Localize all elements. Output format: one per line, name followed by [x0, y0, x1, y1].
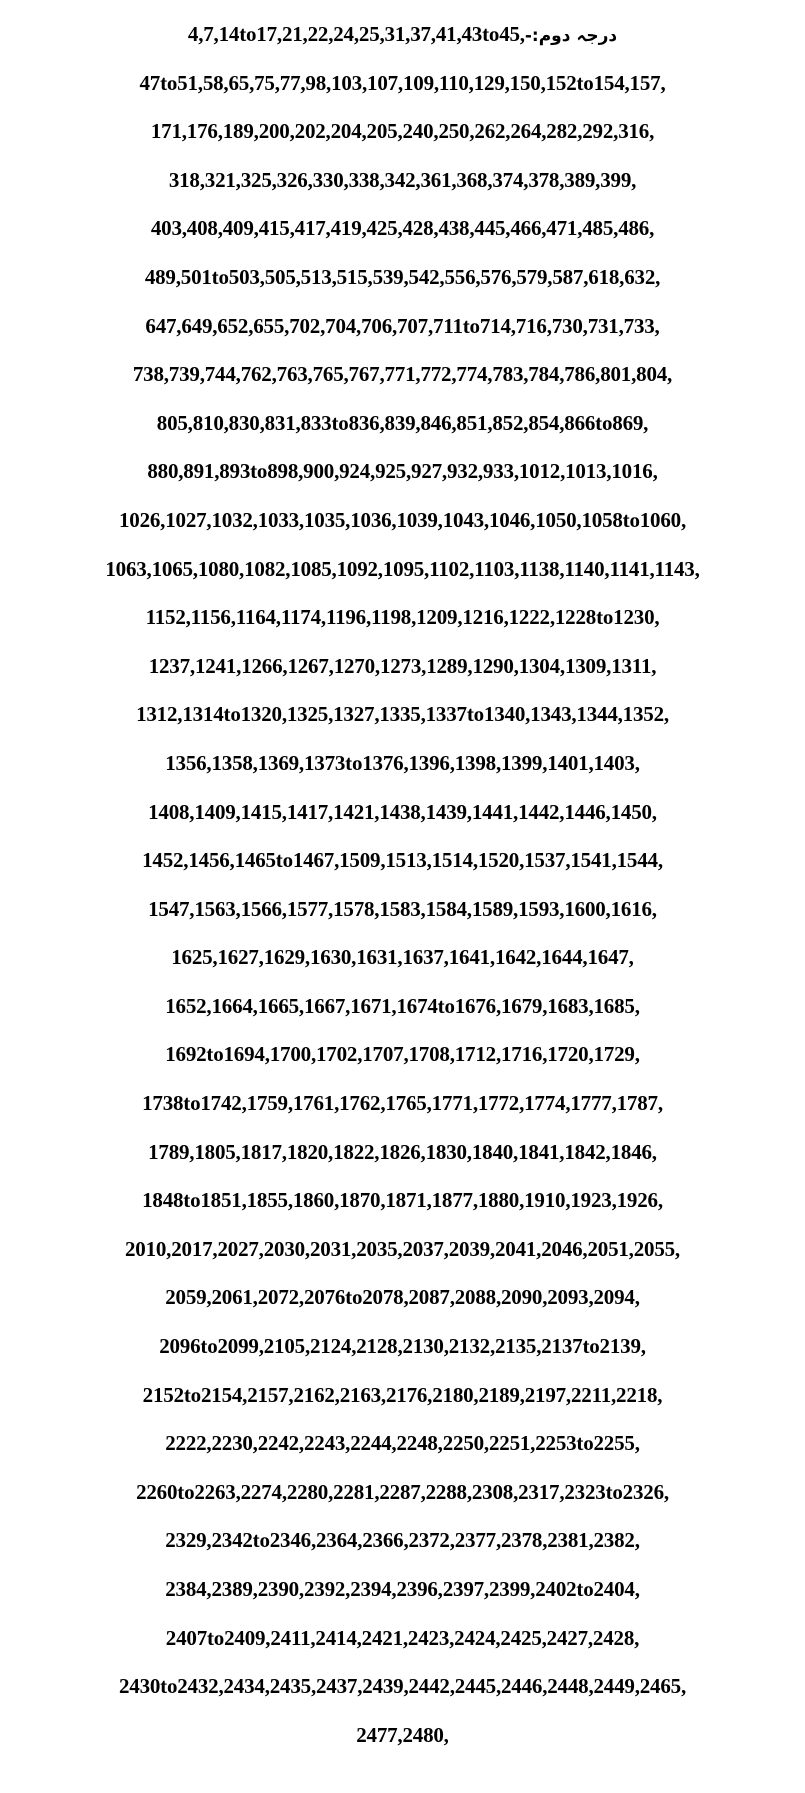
number-line: 2384,2389,2390,2392,2394,2396,2397,2399,2402to2404,	[165, 1577, 640, 1601]
number-line: 738,739,744,762,763,765,767,771,772,774,783,784,786,801,804,	[132, 362, 673, 387]
number-line: 2152to2154,2157,2162,2163,2176,2180,2189,2197,2211,2218,	[142, 1382, 663, 1407]
number-line: 1356,1358,1369,1373to1376,1396,1398,1399,1401,1403,	[165, 750, 640, 775]
number-line: 318,321,325,326,330,338,342,361,368,374,378,389,399,	[168, 167, 637, 192]
number-line: 171,176,189,200,202,204,205,240,250,262,264,282,292,316,	[150, 119, 655, 144]
number-line: 647,649,652,655,702,704,706,707,711to714,716,730,731,733,	[145, 313, 660, 338]
number-line: 2477,2480,	[356, 1722, 449, 1747]
number-line: 2430to2432,2434,2435,2437,2439,2442,2445,2446,2448,2449,2465,	[118, 1674, 687, 1699]
first-line	[0, 10, 805, 59]
number-line: 2059,2061,2072,2076to2078,2087,2088,2090,2093,2094,	[165, 1285, 640, 1310]
number-line: 2260to2263,2274,2280,2281,2287,2288,2308,2317,2323to2326,	[136, 1479, 669, 1504]
number-line: 1063,1065,1080,1082,1085,1092,1095,1102,1103,1138,1140,1141,1143,	[105, 556, 700, 581]
number-line: 2010,2017,2027,2030,2031,2035,2037,2039,2041,2046,2051,2055,	[124, 1236, 680, 1261]
number-line: 1625,1627,1629,1630,1631,1637,1641,1642,1644,1647,	[171, 945, 634, 970]
number-line: 2096to2099,2105,2124,2128,2130,2132,2135,2137to2139,	[159, 1334, 646, 1359]
number-line: 2329,2342to2346,2364,2366,2372,2377,2378,2381,2382,	[165, 1528, 640, 1553]
number-line: 489,501to503,505,513,515,539,542,556,576,579,587,618,632,	[144, 264, 661, 289]
number-line: 1738to1742,1759,1761,1762,1765,1771,1772,1774,1777,1787,	[142, 1091, 663, 1116]
number-line: 1312,1314to1320,1325,1327,1335,1337to1340,1343,1344,1352,	[136, 702, 669, 727]
category-label: درجہ دوم:-	[524, 26, 618, 46]
number-line: 1408,1409,1415,1417,1421,1438,1439,1441,1442,1446,1450,	[148, 799, 657, 824]
number-line: 1547,1563,1566,1577,1578,1583,1584,1589,1593,1600,1616,	[148, 896, 657, 921]
number-line: 880,891,893to898,900,924,925,927,932,933,1012,1013,1016,	[147, 459, 658, 484]
first-line-numbers: 4,7,14to17,21,22,24,25,31,37,41,43to45,	[187, 22, 525, 46]
number-line: 47to51,58,65,75,77,98,103,107,109,110,129,150,152to154,157,	[139, 70, 666, 95]
number-line: 403,408,409,415,417,419,425,428,438,445,466,471,485,486,	[150, 216, 655, 241]
number-line: 1152,1156,1164,1174,1196,1198,1209,1216,1222,1228to1230,	[145, 605, 660, 630]
number-line: 805,810,830,831,833to836,839,846,851,852,854,866to869,	[156, 410, 649, 435]
number-line: 1452,1456,1465to1467,1509,1513,1514,1520,1537,1541,1544,	[142, 848, 663, 873]
number-line: 2222,2230,2242,2243,2244,2248,2250,2251,2253to2255,	[165, 1431, 640, 1456]
number-line: 1789,1805,1817,1820,1822,1826,1830,1840,1841,1842,1846,	[148, 1139, 657, 1164]
number-line: 1692to1694,1700,1702,1707,1708,1712,1716,1720,1729,	[165, 1042, 640, 1067]
number-lines	[0, 59, 805, 1760]
number-line: 1848to1851,1855,1860,1870,1871,1877,1880,1910,1923,1926,	[142, 1188, 663, 1213]
number-line: 1237,1241,1266,1267,1270,1273,1289,1290,1304,1309,1311,	[148, 653, 657, 678]
number-line: 2407to2409,2411,2414,2421,2423,2424,2425,2427,2428,	[165, 1625, 640, 1650]
number-line: 1026,1027,1032,1033,1035,1036,1039,1043,1046,1050,1058to1060,	[118, 507, 687, 532]
number-line: 1652,1664,1665,1667,1671,1674to1676,1679,1683,1685,	[165, 993, 640, 1018]
